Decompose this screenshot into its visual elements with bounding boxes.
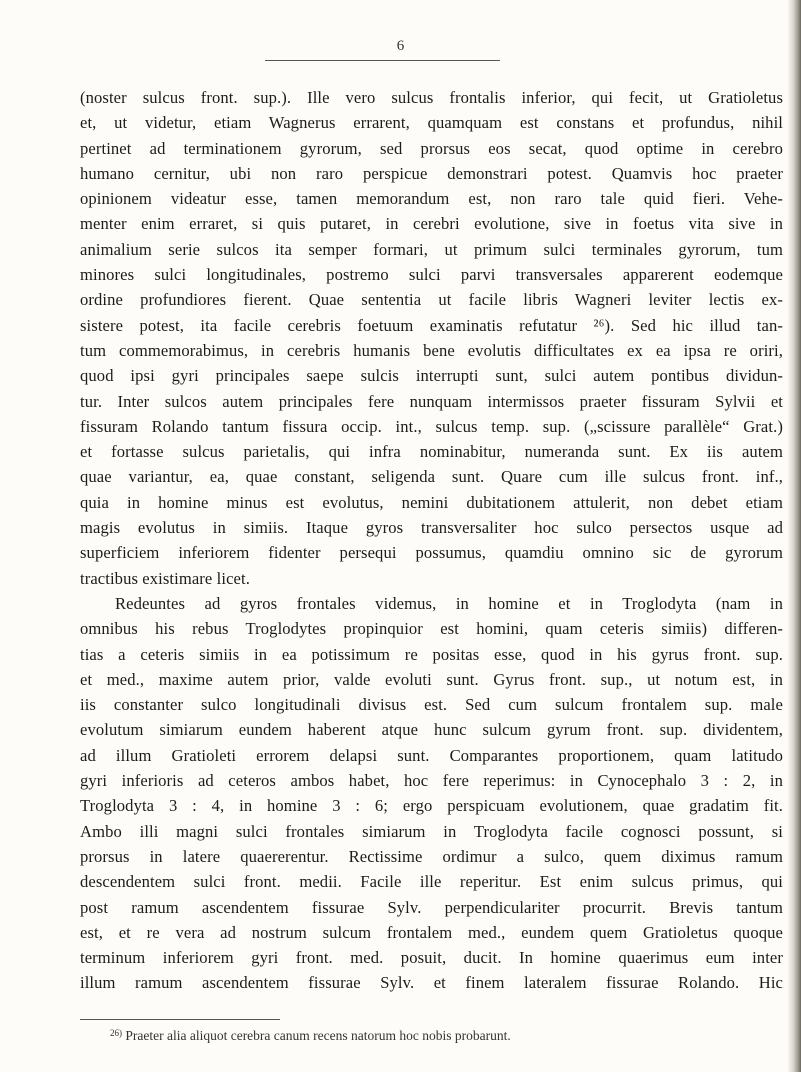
text-line: magis evolutus in simiis. Itaque gyros transversaliter hoc sulco persectos usque ad	[80, 518, 783, 538]
text-line: terminum inferiorem gyri front. med. posuit, ducit. In homine quaerimus eum inter	[80, 948, 783, 968]
text-line: humano cernitur, ubi non raro perspicue demonstrari potest. Quamvis hoc praeter	[80, 163, 783, 183]
text-line: et, ut videtur, etiam Wagnerus errarent, quamquam est constans et profundus, nihil	[80, 113, 783, 133]
text-line: (noster sulcus front. sup.). Ille vero sulcus frontalis inferior, qui fecit, ut Gratioletus	[80, 88, 783, 107]
text-line: tur. Inter sulcos autem principales fere nunquam intermissos praeter fissuram Sylvii et	[80, 391, 783, 411]
header-rule	[265, 60, 500, 61]
text-line: iis constanter sulco longitudinali divisus est. Sed cum sulcum frontalem sup. male	[80, 695, 783, 715]
text-line: evolutum simiarum eundem haberent atque hunc sulcum gyrum front. sup. dividentem,	[80, 720, 783, 740]
text-line: tum commemorabimus, in cerebris humanis bene evolutis difficultates ex ea ipsa re oriri,	[80, 340, 783, 360]
text-line: fissuram Rolando tantum fissura occip. int., sulcus temp. sup. („scissure parallèle“ Grat.)	[80, 416, 783, 436]
text-line: illum ramum ascendentem fissurae Sylv. et finem lateralem fissurae Rolando. Hic	[80, 973, 783, 993]
page-number: 6	[396, 38, 405, 54]
text-line: quae variantur, ea, quae constant, seligenda sunt. Quare cum ille sulcus front. inf.,	[80, 467, 783, 487]
footnote	[110, 1028, 511, 1044]
body-text	[80, 85, 783, 996]
text-line: et fortasse sulcus parietalis, qui infra nominabitur, numeranda sunt. Ex iis autem	[80, 442, 783, 462]
text-line: est, et re vera ad nostrum sulcum frontalem med., eundem quem Gratioletus quoque	[80, 922, 783, 942]
page-edge-shadow	[787, 0, 801, 1072]
footnote-text: Praeter alia aliquot cerebra canum recens natorum hoc nobis probarunt.	[125, 1028, 511, 1043]
text-line: ordine profundiores fierent. Quae sententia ut facile libris Wagneri leviter lectis ex-	[80, 290, 783, 310]
text-line: Ambo illi magni sulci frontales simiarum in Troglodyta facile cognosci possunt, si	[80, 821, 783, 841]
text-line: gyri inferioris ad ceteros ambos habet, hoc fere reperimus: in Cynocephalo 3 : 2, in	[80, 771, 783, 791]
text-line: omnibus his rebus Troglodytes propinquior est homini, quam ceteris simiis) differen-	[80, 619, 783, 639]
footnote-marker: 26)	[110, 1028, 122, 1038]
text-line: opinionem videatur esse, tamen memorandum est, non raro tale quid fieri. Vehe-	[80, 189, 783, 209]
text-line: post ramum ascendentem fissurae Sylv. perpendiculariter procurrit. Brevis tantum	[80, 897, 783, 917]
text-line: pertinet ad terminationem gyrorum, sed prorsus eos secat, quod optime in cerebro	[80, 138, 783, 158]
text-line: descendentem sulci front. medii. Facile ille reperitur. Est enim sulcus primus, qui	[80, 872, 783, 892]
text-line: animalium serie sulcos ita semper formari, ut primum sulci terminales gyrorum, tum	[80, 239, 783, 259]
text-line: menter enim erraret, si quis putaret, in cerebri evolutione, sive in foetus vita sive in	[80, 214, 783, 234]
text-line: Troglodyta 3 : 4, in homine 3 : 6; ergo perspicuam evolutionem, quae gradatim fit.	[80, 796, 783, 816]
text-line: minores sulci longitudinales, postremo sulci parvi transversales apparerent eodemque	[80, 265, 783, 285]
text-line: et med., maxime autem prior, valde evoluti sunt. Gyrus front. sup., ut notum est, in	[80, 669, 783, 689]
text-line: prorsus in latere quaererentur. Rectissime ordimur a sulco, quem diximus ramum	[80, 846, 783, 866]
text-line: quod ipsi gyri principales saepe sulcis interrupti sunt, sulci autem pontibus dividun-	[80, 366, 783, 386]
text-line: quia in homine minus est evolutus, nemini dubitationem attulerit, non debet etiam	[80, 492, 783, 512]
text-line: tias a ceteris simiis in ea potissimum re positas esse, quod in his gyrus front. sup.	[80, 644, 783, 664]
text-line: superficiem inferiorem fidenter persequi possumus, quamdiu omnino sic de gyrorum	[80, 543, 783, 563]
text-line: ad illum Gratioleti errorem delapsi sunt. Comparantes proportionem, quam latitudo	[80, 745, 783, 765]
text-line: sistere potest, ita facile cerebris foetuum examinatis refutatur ²⁶). Sed hic illud tan-	[80, 315, 783, 335]
paragraph-start-line: Redeuntes ad gyros frontales videmus, in homine et in Troglodyta (nam in	[115, 593, 783, 613]
footnote-rule	[80, 1019, 280, 1020]
text-line: tractibus existimare licet.	[80, 568, 250, 588]
